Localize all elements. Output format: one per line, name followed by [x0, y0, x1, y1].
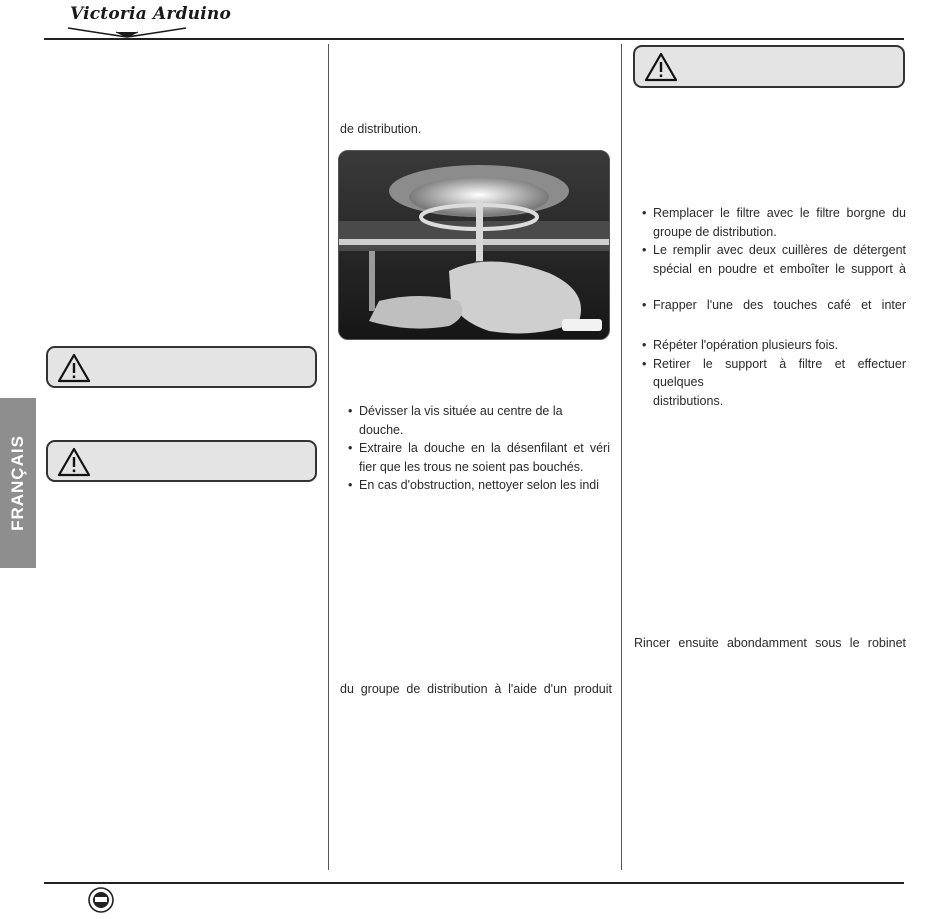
mesa-seal-icon	[86, 886, 116, 919]
bottom-fragment: du groupe de distribution à l'aide d'un produit	[340, 682, 612, 696]
warning-box	[46, 440, 317, 482]
column-divider	[328, 44, 329, 870]
header-rule	[44, 38, 904, 40]
brand-logo	[66, 4, 231, 38]
column3-steps-b	[642, 296, 906, 315]
step-item: • Retirer le support à filtre et effectuer quelques	[642, 355, 906, 392]
shower-screw-photo-art	[339, 151, 609, 339]
step-item: • Répéter l'opération plusieurs fois.	[642, 336, 906, 355]
brand-logo-text: Victoria Arduino	[70, 4, 231, 24]
step-item: • Dévisser la vis située au centre de la douche.	[348, 402, 610, 439]
warning-box	[46, 346, 317, 388]
language-tab-label: FRANÇAIS	[8, 435, 27, 531]
warning-box	[633, 45, 905, 88]
column3-steps-c	[642, 336, 906, 410]
step-item-continuation: fier que les trous ne soient pas bouchés.	[359, 459, 584, 474]
shower-screw-photo	[338, 150, 610, 340]
step-item: • Remplacer le filtre avec le filtre borgne du	[642, 204, 906, 223]
column3-steps-a	[642, 204, 906, 278]
rinse-fragment: Rincer ensuite abondamment sous le robinet	[634, 636, 906, 650]
step-item: • Frapper l'une des touches café et inter	[642, 296, 906, 315]
language-tab	[0, 398, 36, 568]
column-divider	[621, 44, 622, 870]
column2-steps	[348, 402, 610, 495]
warning-triangle-icon	[644, 52, 678, 82]
footer-rule	[44, 882, 904, 884]
warning-triangle-icon	[57, 353, 91, 383]
photo-reference-label	[562, 319, 602, 331]
step-item-continuation: spécial en poudre et emboîter le support à	[653, 261, 906, 276]
step-item-continuation: groupe de distribution.	[653, 224, 777, 239]
warning-triangle-icon	[57, 447, 91, 477]
step-item: • En cas d'obstruction, nettoyer selon les indi	[348, 476, 610, 495]
logo-swoosh-icon	[66, 24, 188, 38]
step-item-continuation: distributions.	[653, 393, 724, 408]
intro-fragment: de distribution.	[340, 122, 422, 136]
step-item: • Le remplir avec deux cuillères de détergent	[642, 241, 906, 260]
step-item: • Extraire la douche en la désenfilant et véri	[348, 439, 610, 458]
